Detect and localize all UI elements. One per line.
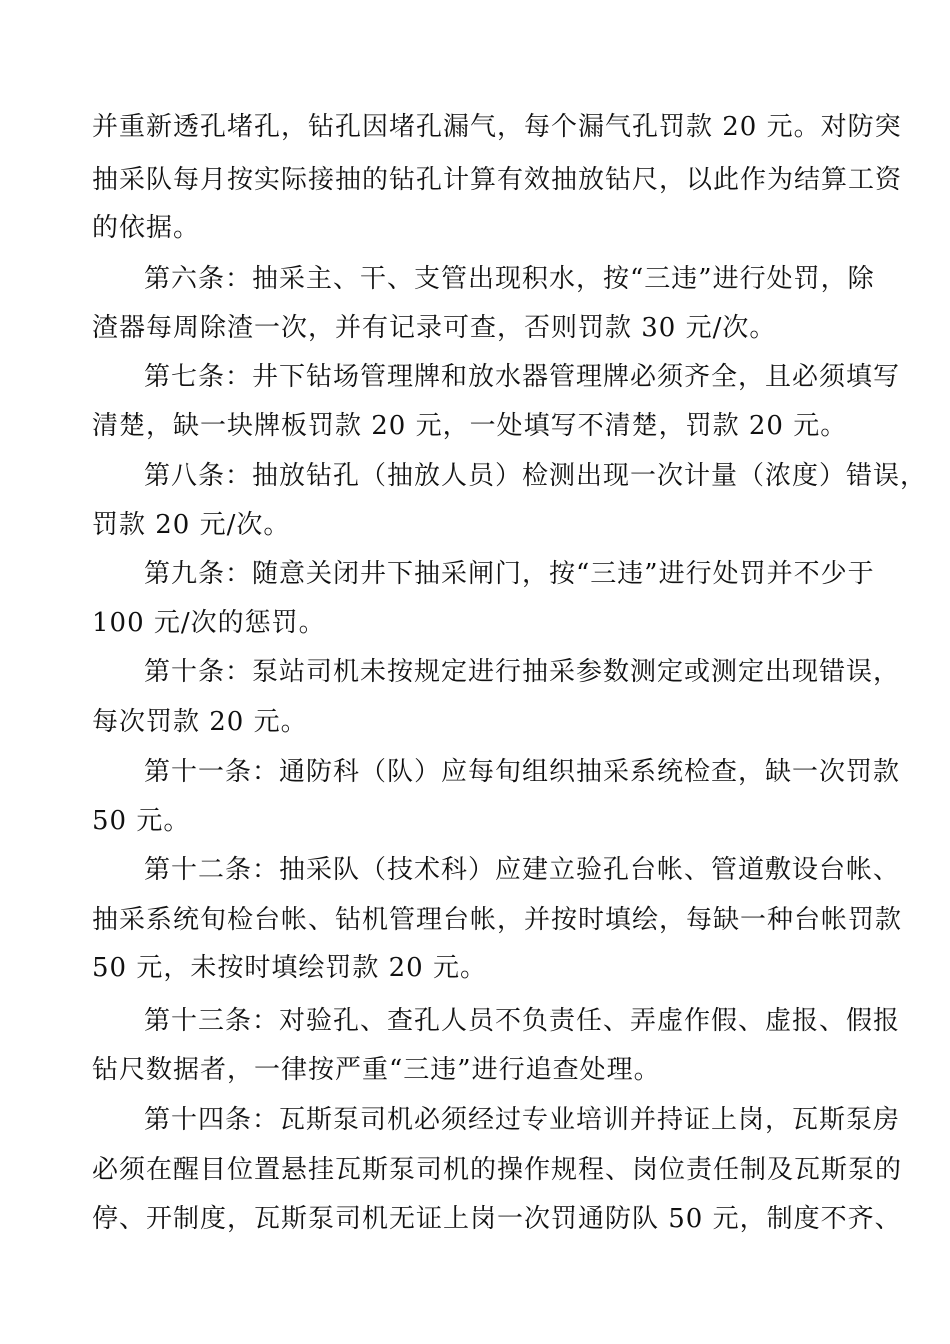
article-9-line: 第九条：随意关闭井下抽采闸门，按“三违”进行处罚并不少于 bbox=[144, 559, 875, 589]
article-8-line: 第八条：抽放钻孔（抽放人员）检测出现一次计量（浓度）错误， bbox=[144, 461, 928, 491]
text-line: 50 元，未按时填绘罚款 20 元。 bbox=[92, 953, 487, 983]
article-10-line: 第十条：泵站司机未按规定进行抽采参数测定或测定出现错误， bbox=[144, 657, 901, 687]
text-line: 并重新透孔堵孔，钻孔因堵孔漏气，每个漏气孔罚款 20 元。对防突 bbox=[92, 112, 902, 142]
article-7-line: 第七条：井下钻场管理牌和放水器管理牌必须齐全，且必须填写 bbox=[144, 362, 901, 392]
text-line: 钻尺数据者，一律按严重“三违”进行追查处理。 bbox=[92, 1055, 661, 1085]
text-line: 抽采系统旬检台帐、钻机管理台帐，并按时填绘，每缺一种台帐罚款 bbox=[92, 905, 903, 935]
text-line: 停、开制度，瓦斯泵司机无证上岗一次罚通防队 50 元，制度不齐、 bbox=[92, 1204, 902, 1234]
article-12-line: 第十二条：抽采队（技术科）应建立验孔台帐、管道敷设台帐、 bbox=[144, 855, 901, 885]
text-line: 抽采队每月按实际接抽的钻孔计算有效抽放钻尺，以此作为结算工资 bbox=[92, 165, 903, 195]
text-line: 100 元/次的惩罚。 bbox=[92, 608, 326, 638]
text-line: 渣器每周除渣一次，并有记录可查，否则罚款 30 元/次。 bbox=[92, 313, 777, 343]
article-13-line: 第十三条：对验孔、查孔人员不负责任、弄虚作假、虚报、假报 bbox=[144, 1006, 901, 1036]
text-line: 每次罚款 20 元。 bbox=[92, 707, 308, 737]
text-line: 罚款 20 元/次。 bbox=[92, 510, 291, 540]
article-14-line: 第十四条：瓦斯泵司机必须经过专业培训并持证上岗，瓦斯泵房 bbox=[144, 1105, 901, 1135]
article-6-line: 第六条：抽采主、干、支管出现积水，按“三违”进行处罚，除 bbox=[144, 264, 875, 294]
text-line: 50 元。 bbox=[92, 806, 191, 836]
article-11-line: 第十一条：通防科（队）应每旬组织抽采系统检查，缺一次罚款 bbox=[144, 757, 901, 787]
text-line: 必须在醒目位置悬挂瓦斯泵司机的操作规程、岗位责任制及瓦斯泵的 bbox=[92, 1155, 903, 1185]
text-line: 清楚，缺一块牌板罚款 20 元，一处填写不清楚，罚款 20 元。 bbox=[92, 411, 848, 441]
text-line: 的依据。 bbox=[92, 213, 201, 243]
